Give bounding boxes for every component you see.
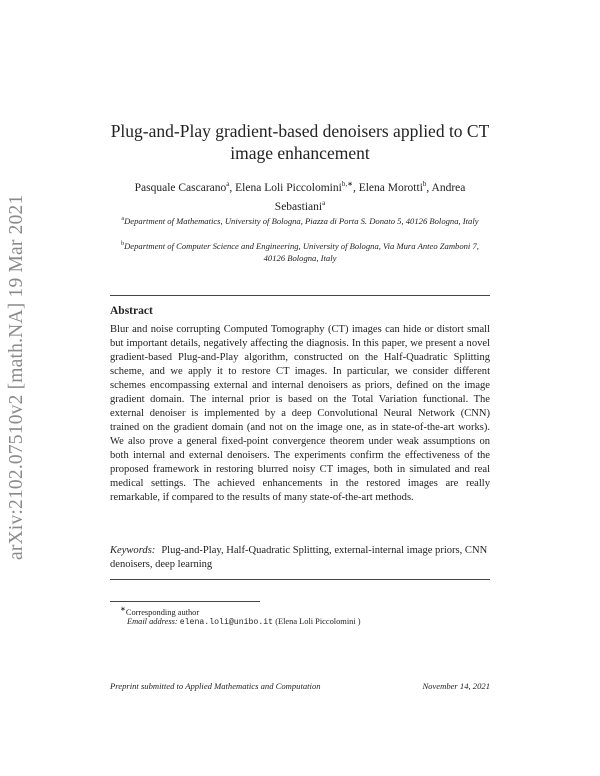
keywords: [110, 544, 490, 572]
footnote-email: [127, 616, 361, 628]
email-owner: (Elena Loli Piccolomini ): [275, 617, 361, 626]
author-name: Pasquale Cascarano: [134, 181, 227, 194]
preprint-date: November 14, 2021: [422, 681, 490, 691]
keywords-label: Keywords:: [110, 545, 156, 556]
keywords-text: Plug-and-Play, Half-Quadratic Splitting, external-internal image priors, CNN denoisers, deep learning: [110, 545, 488, 570]
affiliation-text: Department of Computer Science and Engineering, University of Bologna, Via Mura Anteo Zamboni 7, 40126 Bologna, Italy: [124, 240, 479, 263]
author-list: Pasquale Cascarano$^a$, Elena Loli Piccolomini$^{b,∗}$, Elena Morotti$^b$, Andrea Sebastiani$^a$: [134, 180, 466, 213]
abstract-heading: Abstract: [110, 305, 153, 317]
affiliation-a: [110, 213, 490, 227]
footnote-mark: ∗: [120, 605, 126, 613]
author-mark: a: [322, 198, 326, 207]
email-link[interactable]: elena.loli@unibo.it: [179, 618, 274, 627]
paper-title: Plug-and-Play gradient-based denoisers applied to CT image enhancement: [110, 121, 490, 163]
footnote-corresponding-text: Corresponding author: [125, 607, 200, 617]
author-mark: a: [226, 180, 230, 188]
author-name: Elena Loli Piccolomini: [235, 181, 342, 194]
affiliation-b: [110, 238, 490, 264]
affiliation-mark: a: [121, 216, 125, 222]
abstract-text: Blur and noise corrupting Computed Tomography (CT) images can hide or distort small but important details, negatively affecting the diagnosis. In this paper, we present a novel gradient-based Plug-and-Play algorithm, constructed on the Half-Quadratic Splitting scheme, and we apply it to restore CT images. In particular, we consider different schemes encompassing external and internal denoisers as priors, defined on the image gradient domain. The internal prior is based on the Total Variation functional. The external denoiser is implemented by a deep Convolutional Neural Network (CNN) trained on the gradient domain (and not on the image one, as in state-of-the-art works). We also prove a general fixed-point convergence theorem under weak assumptions on both internal and external denoisers. The experiments confirm the effectiveness of the proposed framework in restoring blurred noisy CT images, both in simulated and real medical settings. The achieved enhancements in the restored images are really remarkable, if compared to the results of many state-of-the-art methods.: [110, 324, 490, 503]
author-mark: b: [422, 180, 427, 188]
affiliation-text: Department of Mathematics, University of Bologna, Piazza di Porta S. Donato 5, 40126 Bologna, Italy: [124, 215, 479, 226]
arxiv-identifier-stamp: arXiv:2102.07510v2 [math.NA] 19 Mar 2021: [6, 194, 27, 560]
author-mark: b,∗: [341, 180, 353, 188]
author-name: Elena Morotti: [358, 181, 423, 194]
preprint-journal-note: Preprint submitted to Applied Mathematics and Computation: [110, 681, 321, 691]
email-label: Email address:: [127, 617, 178, 626]
abstract-top-rule: [110, 295, 490, 296]
affiliation-mark: b: [121, 241, 125, 247]
author-name: Andrea Sebastiani: [274, 181, 466, 213]
abstract-bottom-rule: [110, 579, 490, 580]
footnote-rule: [110, 601, 260, 602]
